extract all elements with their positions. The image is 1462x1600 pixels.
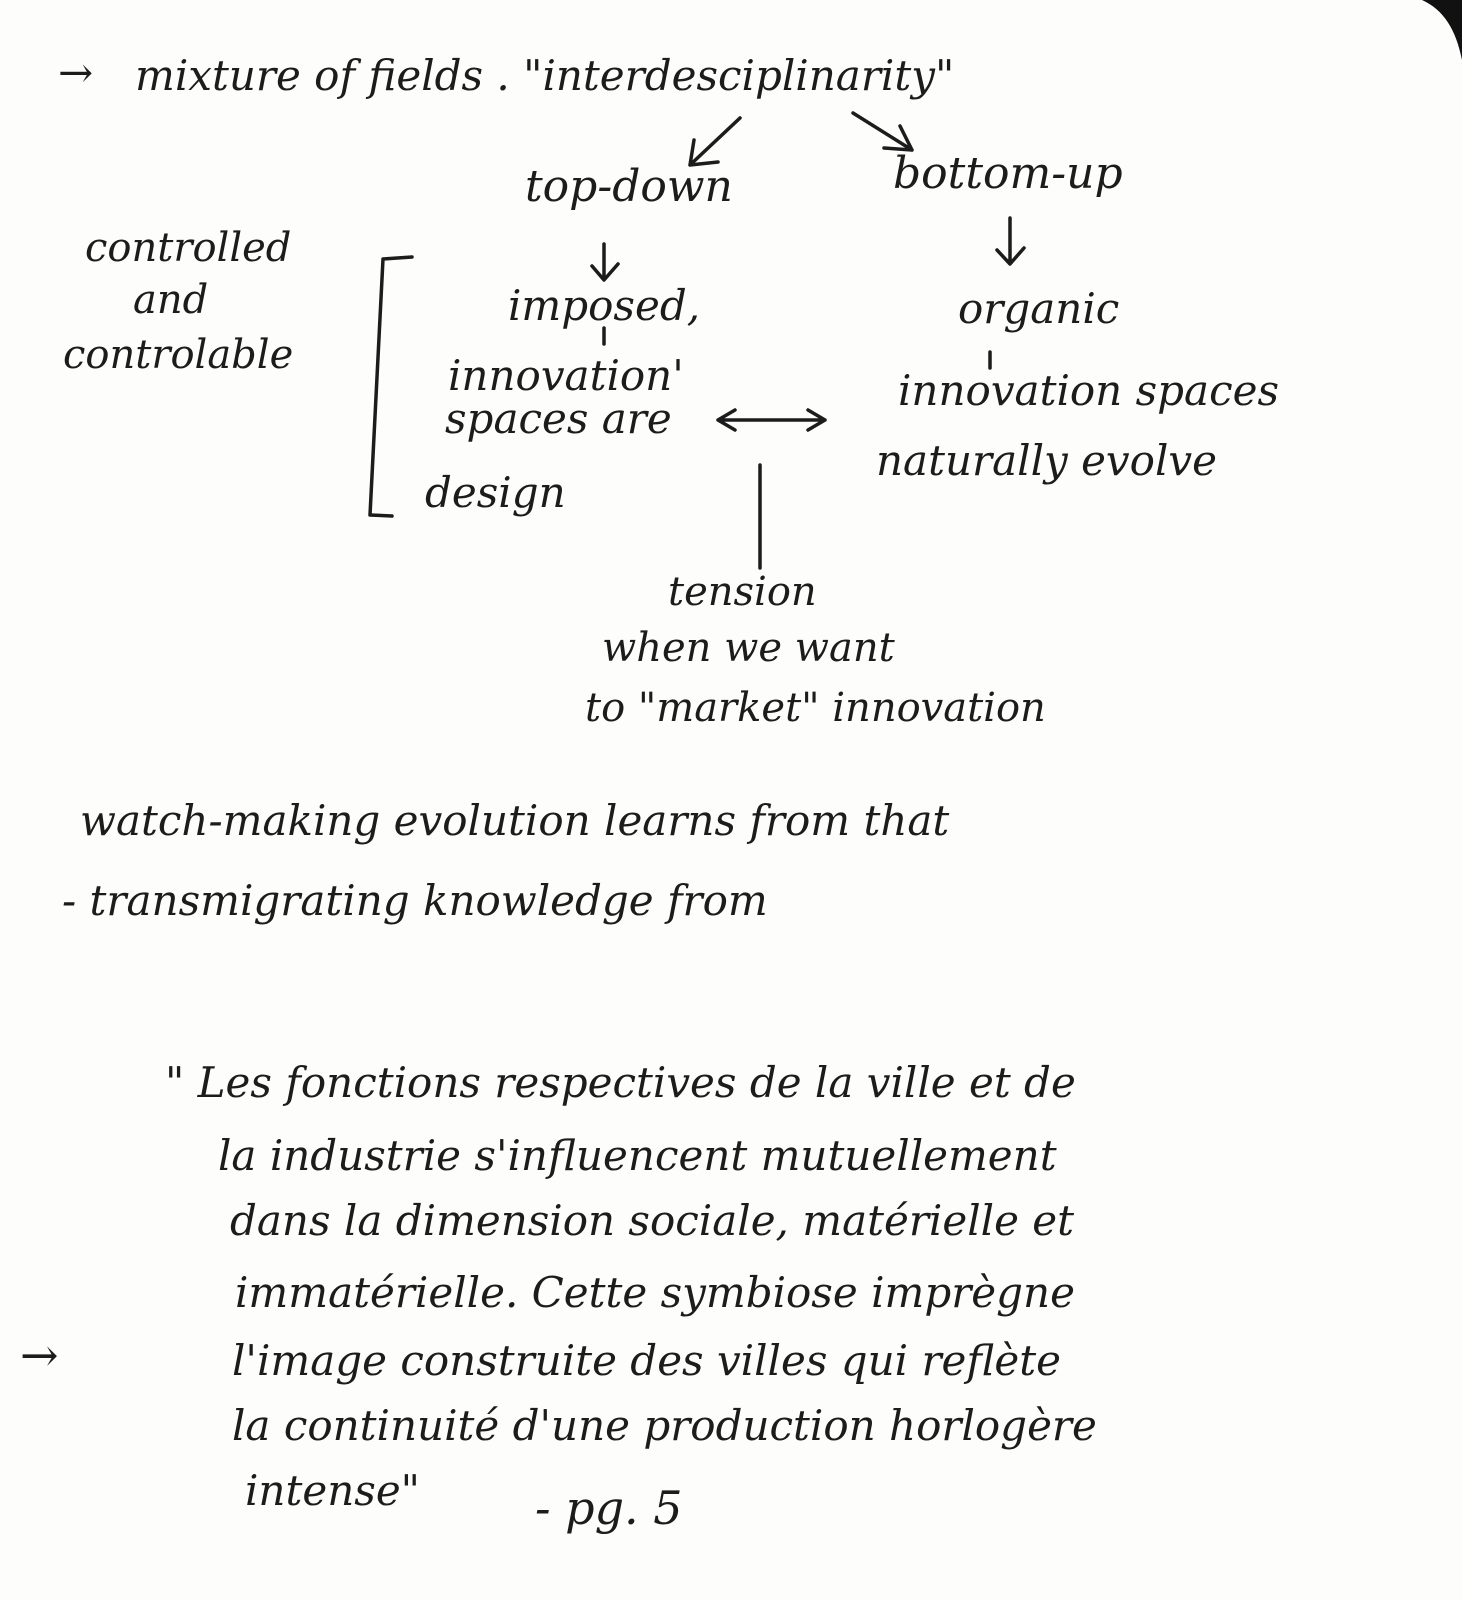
naturally-evolve-text: naturally evolve xyxy=(876,436,1217,485)
tension-when-text: when we want xyxy=(602,625,895,671)
spaces-are-text: spaces are xyxy=(445,394,672,443)
transmigrating-text: - transmigrating knowledge from xyxy=(62,876,768,925)
tension-market-text: to "market" innovation xyxy=(585,685,1046,731)
innovation-spaces-text: innovation spaces xyxy=(898,366,1279,415)
quote-line-6: la continuité d'une production horlogère xyxy=(232,1401,1097,1450)
controlable-label: controlable xyxy=(63,332,294,378)
watchmaking-text: watch-making evolution learns from that xyxy=(80,796,950,845)
controlled-label: controlled xyxy=(85,225,292,271)
arrow-down-top-down xyxy=(592,244,618,280)
top-down-label: top-down xyxy=(525,161,733,212)
organic-text: organic xyxy=(958,284,1120,333)
arrow-to-bottom-up xyxy=(853,113,912,150)
intro-arrow: → xyxy=(58,48,94,97)
bottom-up-label: bottom-up xyxy=(893,148,1123,199)
quote-line-4: immatérielle. Cette symbiose imprègne xyxy=(235,1268,1075,1317)
quote-line-7: intense" xyxy=(245,1466,420,1515)
arrow-down-bottom-up xyxy=(997,218,1024,264)
quote-line-2: la industrie s'influencent mutuellement xyxy=(218,1131,1057,1180)
tension-text: tension xyxy=(668,569,817,615)
quote-line-5: l'image construite des villes qui reflète xyxy=(232,1336,1061,1385)
margin-arrow: → xyxy=(20,1328,59,1382)
design-text: design xyxy=(425,468,566,517)
and-label: and xyxy=(133,277,209,323)
left-bracket xyxy=(370,257,412,516)
arrow-to-top-down xyxy=(690,118,740,165)
intro-line: mixture of fields . "interdesciplinarity" xyxy=(135,51,955,100)
quote-line-1: " Les fonctions respectives de la ville et de xyxy=(165,1058,1076,1107)
innovation-text: innovation' xyxy=(448,351,684,400)
imposed-text: imposed, xyxy=(508,281,701,330)
double-arrow xyxy=(718,410,825,430)
page-reference: - pg. 5 xyxy=(535,1481,683,1535)
quote-line-3: dans la dimension sociale, matérielle et xyxy=(230,1196,1075,1245)
page-corner-shadow xyxy=(1422,0,1462,60)
